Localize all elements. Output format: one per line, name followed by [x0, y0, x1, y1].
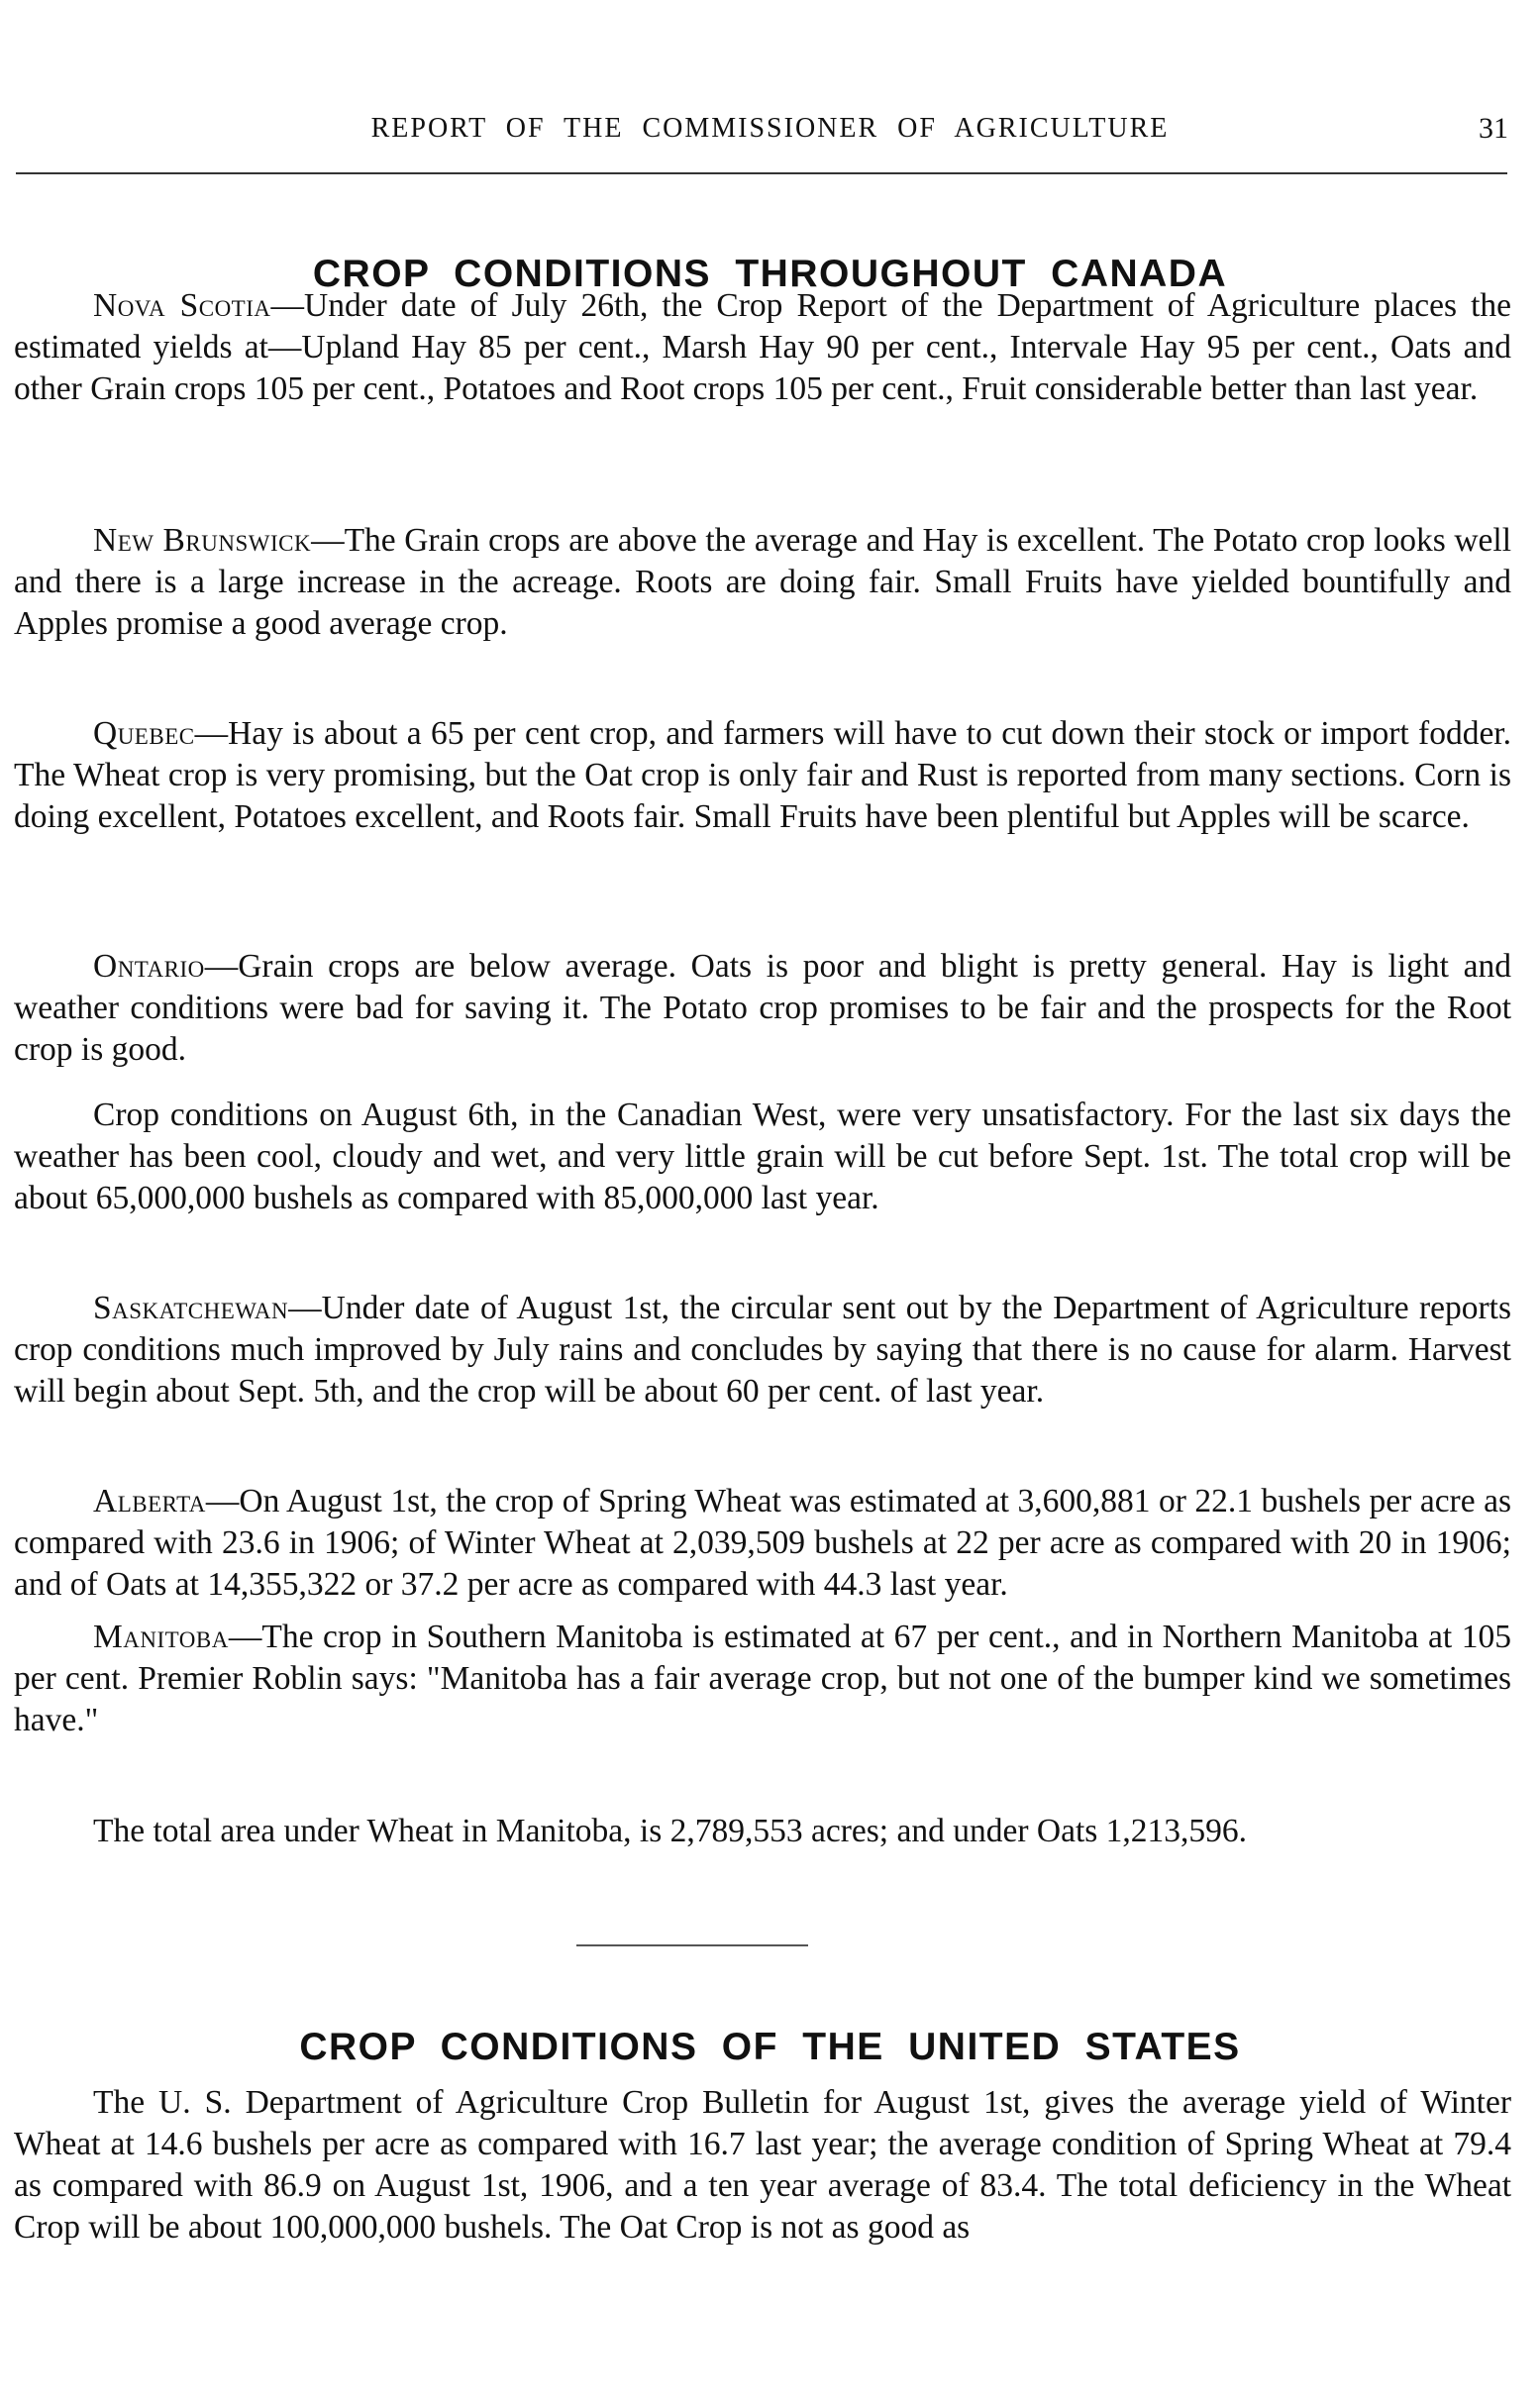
paragraph-canadian-west	[14, 1095, 1511, 1219]
paragraph-text: —Hay is about a 65 per cent crop, and farmers will have to cut down their stock or import fodder. The Wheat crop is very promising, but the Oat crop is only fair and Rust is reported from many sections. Corn is doing excellent, Potatoes excellent, and Roots fair. Small Fruits have been plentiful but Apples will be scarce.	[14, 715, 1511, 835]
paragraph-text: —Under date of July 26th, the Crop Report of the Department of Agriculture places the estimated yields at—Upland Hay 85 per cent., Marsh Hay 90 per cent., Intervale Hay 95 per cent., Oats and other Grain crops 105 per cent., Potatoes and Root crops 105 per cent., Fruit considerable better than last year.	[14, 287, 1511, 407]
paragraph-manitoba	[14, 1617, 1511, 1741]
paragraph-ontario	[14, 946, 1511, 1071]
paragraph-quebec	[14, 713, 1511, 838]
paragraph-lead: Quebec	[93, 715, 195, 752]
paragraph-text: —Under date of August 1st, the circular sent out by the Department of Agriculture reports crop conditions much improved by July rains and concludes by saying that there is no cause for alarm. Harvest will begin about Sept. 5th, and the crop will be about 60 per cent. of last year.	[14, 1290, 1511, 1410]
paragraph-text: The U. S. Department of Agriculture Crop Bulletin for August 1st, gives the average yield of Winter Wheat at 14.6 bushels per acre as compared with 16.7 last year; the average condition of Spring Wheat at 79.4 as compared with 86.9 on August 1st, 1906, and a ten year average of 83.4. The total deficiency in the Wheat Crop will be about 100,000,000 bushels. The Oat Crop is not as good as	[14, 2084, 1511, 2246]
paragraph-manitoba-area	[14, 1811, 1511, 1852]
paragraph-new-brunswick	[14, 520, 1511, 645]
paragraph-lead: New Brunswick	[93, 522, 312, 559]
paragraph-text: —The crop in Southern Manitoba is estimated at 67 per cent., and in Northern Manitoba at 105 per cent. Premier Roblin says: "Manitoba has a fair average crop, but not one of the bumper kind we sometimes have."	[14, 1619, 1511, 1738]
section-heading-canada: CROP CONDITIONS THROUGHOUT CANADA	[312, 253, 1228, 296]
paragraph-lead: Nova Scotia	[93, 287, 271, 324]
paragraph-saskatchewan	[14, 1288, 1511, 1413]
paragraph-text: Crop conditions on August 6th, in the Canadian West, were very unsatisfactory. For the last six days the weather has been cool, cloudy and wet, and very little grain will be cut before Sept. 1st. The total crop will be about 65,000,000 bushels as compared with 85,000,000 last year.	[14, 1097, 1511, 1216]
paragraph-text: —Grain crops are below average. Oats is poor and blight is pretty general. Hay is light and weather conditions were bad for saving it. The Potato crop promises to be fair and the prospects for the Root crop is good.	[14, 948, 1511, 1068]
page-number: 31	[1479, 112, 1508, 145]
section-heading-united-states: CROP CONDITIONS OF THE UNITED STATES	[299, 2026, 1241, 2069]
header-rule	[16, 172, 1507, 174]
paragraph-text: —On August 1st, the crop of Spring Wheat was estimated at 3,600,881 or 22.1 bushels per acre as compared with 23.6 in 1906; of Winter Wheat at 2,039,509 bushels at 22 per acre as compared with 20 in 1906; and of Oats at 14,355,322 or 37.2 per acre as compared with 44.3 last year.	[14, 1483, 1511, 1603]
running-title: REPORT OF THE COMMISSIONER OF AGRICULTURE	[370, 113, 1170, 144]
paragraph-text: The total area under Wheat in Manitoba, is 2,789,553 acres; and under Oats 1,213,596.	[93, 1813, 1248, 1849]
paragraph-lead: Alberta	[93, 1483, 206, 1519]
section-divider	[576, 1944, 808, 1946]
paragraph-us-bulletin	[14, 2082, 1511, 2249]
paragraph-lead: Ontario	[93, 948, 205, 985]
paragraph-lead: Saskatchewan	[93, 1290, 289, 1326]
running-header	[0, 109, 1540, 158]
paragraph-lead: Manitoba	[93, 1619, 229, 1655]
paragraph-alberta	[14, 1481, 1511, 1606]
paragraph-nova-scotia	[14, 285, 1511, 410]
paragraph-text: —The Grain crops are above the average and Hay is excellent. The Potato crop looks well and there is a large increase in the acreage. Roots are doing fair. Small Fruits have yielded bountifully and Apples promise a good average crop.	[14, 522, 1511, 642]
